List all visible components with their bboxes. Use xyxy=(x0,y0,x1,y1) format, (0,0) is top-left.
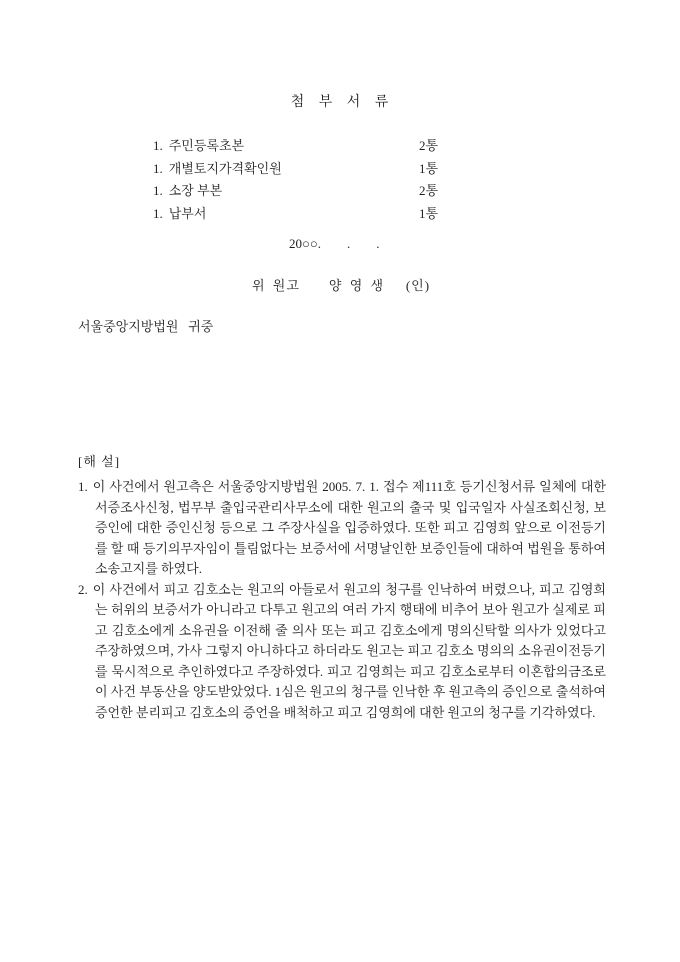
paragraph-text: 이 사건에서 원고측은 서울중앙지방법원 2005. 7. 1. 접수 제111호 등기신청서류 일체에 대한 서증조사신청, 법무부 출입국관리사무소에 대한 원고의 출국 및 입국일자 사실조회신청, 보증인에 대한 증인신청 등으로 그 주장사실을 입증하였다. 또한 피고 김영희 앞으로 이전등기를 할 때 등기의무자임이 틀림없다는 보증서에 서명날인한 보증인들에 대하여 법원을 통하여 소송고지를 하였다. xyxy=(92,479,606,576)
attachment-item xyxy=(153,158,438,181)
attachment-item xyxy=(153,135,438,158)
commentary-paragraph-1 xyxy=(78,477,606,580)
attachment-count: 2통 xyxy=(418,138,438,153)
commentary-section xyxy=(78,451,606,723)
recipient-court: 서울중앙지방법원 귀중 xyxy=(78,319,214,334)
attachment-item xyxy=(153,180,438,203)
attachment-name: 1. 개별토지가격확인원 xyxy=(153,160,282,176)
paragraph-text: 이 사건에서 피고 김호소는 원고의 아들로서 원고의 청구를 인낙하여 버렸으나, 피고 김영희는 허위의 보증서가 아니라고 다투고 원고의 여러 가지 행태에 비추어 보아 원고가 실제로 피고 김호소에게 소유권을 이전해 줄 의사 또는 피고 김호소에게 명의신탁할 의사가 있었다고 주장하였으며, 가사 그렇지 아니하다고 하더라도 원고는 피고 김호소 명의의 소유권이전등기를 묵시적으로 추인하였다고 주장하였다. 피고 김영희는 피고 김호소로부터 이혼합의금조로 이 사건 부동산을 양도받았었다. 1심은 원고의 청구를 인낙한 후 원고측의 증인으로 출석하여 증언한 분리피고 김호소의 증언을 배척하고 피고 김영희에 대한 원고의 청구를 기각하였다. xyxy=(92,581,606,720)
plaintiff-signature-line: 위 원고 양 영 생 (인) xyxy=(252,278,431,293)
paragraph-number: 1. xyxy=(78,479,88,494)
attachment-count: 1통 xyxy=(418,160,438,176)
attachment-count: 2통 xyxy=(418,183,438,198)
date-line: 20○○. . . xyxy=(289,236,380,251)
attachment-item xyxy=(153,203,438,226)
attachments-list xyxy=(153,135,438,225)
attachment-name: 1. 소장 부본 xyxy=(153,183,223,198)
paragraph-number: 2. xyxy=(78,581,88,597)
attachment-name: 1. 주민등록초본 xyxy=(153,138,245,153)
commentary-heading: [해 설] xyxy=(78,454,121,469)
attachment-name: 1. 납부서 xyxy=(153,205,207,221)
commentary-paragraph-2 xyxy=(78,580,606,724)
attachments-section-title: 첨 부 서 류 xyxy=(290,95,390,110)
attachment-count: 1통 xyxy=(418,205,438,221)
